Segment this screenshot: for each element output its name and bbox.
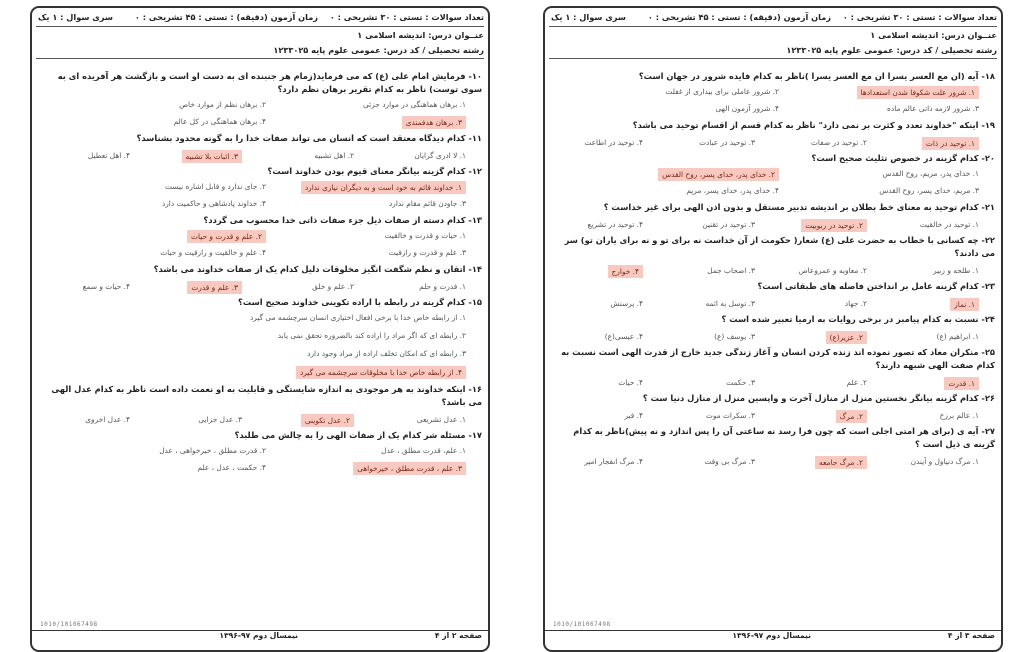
answer-option[interactable]: ۳. مرگ بی وقت [704,457,755,466]
answer-options [549,83,997,119]
question-1 [549,70,997,119]
question-text: ۱۵- کدام گزینه در رابطه با اراده تکوینی خداوند صحیح است؟ [238,297,482,307]
answer-option[interactable]: ۳. توسل به ائمه [705,299,755,308]
answer-option-highlighted[interactable]: ۱. قدرت [944,377,979,390]
answer-option-highlighted[interactable]: ۴. از رابطه خاص خدا با مخلوقات سرچشمه می گیرد [296,366,466,379]
question-list [549,70,997,471]
question-text: ۲۴- نسبت به کدام پیامبر در برخی روایات به ارمیا تعبیر شده است ؟ [721,314,995,324]
answer-option[interactable]: ۳. جاودن قائم مقام ندارد [389,199,466,208]
answer-options [36,442,484,478]
question-3 [36,165,484,214]
answer-options [549,451,997,471]
answer-options [36,309,484,383]
answer-option[interactable]: ۳. شرور لازمه ذاتی عالم ماده [887,104,979,113]
answer-options [549,326,997,346]
question-text: ۱۰- فرمایش امام علی (ع) که می فرماید(زمام هر جنبنده ای به دست او است و بازگشت هر آفریده ای به سوی توست) ناظر به کدام تقریر برهان نظم دارد؟ [57,71,482,94]
question-text: ۱۸- آیه (ان مع العسر یسرا ان مع العسر یسرا )ناظر به کدام فایده شرور در جهان است؟ [638,71,995,81]
answer-option[interactable]: ۳. یوسف (ع) [714,332,755,341]
answer-option-highlighted[interactable]: ۴. خوارج [608,265,643,278]
answer-option-highlighted[interactable]: ۱. شرور علت شکوفا شدن استعدادها [857,86,979,99]
page-footer [32,621,488,642]
answer-option[interactable]: ۳. عدل جزایی [198,415,242,424]
answer-option[interactable]: ۴. توحید در اطاعت [584,138,643,147]
page-header [545,8,1001,60]
question-4 [549,201,997,234]
question-list [36,70,484,478]
footer-page-number: صفحه ۳ از ۴ [947,631,995,640]
answer-option[interactable]: ۴. اهل تعطیل [87,151,130,160]
answer-option[interactable]: ۱. عالم برزخ [939,411,979,420]
question-6 [549,280,997,313]
question-7 [36,383,484,429]
answer-option[interactable]: ۲. اهل تشبیه [314,151,354,160]
header-question-count: تعداد سوالات : تستی : ۳۰ تشریحی : ۰ [842,12,997,22]
answer-option[interactable]: ۲. رابطه ای که اگر مراد را اراده کند بالضروره تحقق نمی یابد [277,331,466,340]
answer-option-highlighted[interactable]: ۱. خداوند قائم به خود است و به دیگران نیازی ندارد [301,181,466,194]
answer-option[interactable]: ۱. علم، قدرت مطلق ، عدل [381,446,466,455]
header-field: رشته تحصیلی / کد درس: عمومی علوم پایه ۱۲۳۳۰۲۵ [273,45,484,55]
answer-option[interactable]: ۱. لا ادری گرایان [414,151,466,160]
answer-option-highlighted[interactable]: ۳. اثبات بلا تشبیه [182,150,242,163]
question-text: ۱۴- اتقان و نظم شگفت انگیز مخلوقات دلیل کدام یک از صفات خداوند می باشد؟ [153,264,482,274]
answer-option[interactable]: ۴. علم و خالقیت و رازقیت و حیات [160,248,266,257]
answer-option[interactable]: ۴. خدای پدر، خدای پسر، مریم [686,186,779,195]
answer-option[interactable]: ۱. مرگ دنیاول و آیندن [910,457,979,466]
question-9 [549,392,997,425]
question-text: ۲۷- آیه ی (برای هر امتی اجلی است که چون فرا رسد نه ساعتی آن را پس اندازد و نه پیش)ناظر به کدام گزینه ی ذیل است ؟ [573,426,995,449]
question-10 [549,425,997,471]
question-2 [549,119,997,152]
answer-option[interactable]: ۴. توحید در تشریع [587,220,643,229]
question-text: ۲۰- کدام گزینه در خصوص تثلیث صحیح است؟ [811,153,995,163]
footer-term: نیمسال دوم ۹۷-۱۳۹۶ [219,631,298,640]
question-text: ۲۶- کدام گزینه بیانگر نخستین منزل از منازل آخرت و واپسین منزل از منازل دنیا ست ؟ [642,393,995,403]
question-5 [549,234,997,280]
answer-option[interactable]: ۱. حیات و قدرت و خالقیت [384,231,466,240]
answer-option-highlighted[interactable]: ۲. مرگ جامعه [815,456,867,469]
question-6 [36,296,484,383]
question-text: ۲۵- منکران معاد که تصور نموده اند زنده کردن انسان و آغاز زندگی جدید خارج از قدرت الهی است نسبت به کدام صفت الهی شبهه دارند؟ [561,347,995,370]
header-divider [549,26,997,27]
question-text: ۱۳- کدام دسته از صفات ذیل جزء صفات ذاتی خدا محسوب می گردد؟ [203,215,482,225]
answer-options [36,409,484,429]
answer-option-highlighted[interactable]: ۳. علم و قدرت [187,281,242,294]
question-2 [36,132,484,165]
question-7 [549,313,997,346]
header-exam-time: زمان آزمون (دقیقه) : تستی : ۴۵ تشریحی : ۰ [647,12,831,22]
answer-options [549,165,997,201]
exam-page-2 [22,0,498,642]
answer-options [549,132,997,152]
answer-options [549,214,997,234]
barcode-number: 1010/101067498 [553,621,611,628]
header-exam-time: زمان آزمون (دقیقه) : تستی : ۴۵ تشریحی : ۰ [134,12,318,22]
answer-option-highlighted[interactable]: ۲. مرگ [836,410,867,423]
header-question-count: تعداد سوالات : تستی : ۳۰ تشریحی : ۰ [329,12,484,22]
answer-option-highlighted[interactable]: ۲. علم و قدرت و حیات [187,230,266,243]
answer-option-highlighted[interactable]: ۲. توحید در ربوبیت [801,219,867,232]
question-text: ۱۹- اینکه "خداوند تعدد و کثرت بر نمی دارد" ناظر به کدام قسم از اقسام توحید می باشد؟ [632,120,995,130]
answer-option-highlighted[interactable]: ۲. عزیر(ع) [826,331,867,344]
header-course: عنــوان درس: اندیشه اسلامی ۱ [870,30,997,40]
answer-option[interactable]: ۱. از رابطه خاص خدا با برخی افعال اختیاری انسان سرچشمه می گیرد [249,313,466,322]
answer-option[interactable]: ۴. مرگ انفجار امیر [584,457,643,466]
question-4 [36,214,484,263]
answer-option[interactable]: ۳. علم و قدرت و رازقیت [388,248,466,257]
answer-option[interactable]: ۲. جهاد [844,299,867,308]
answer-option[interactable]: ۱. برهان هماهنگی در موارد جزئی [363,100,466,109]
question-1 [36,70,484,132]
answer-option[interactable]: ۴. قبر [624,411,643,420]
answer-option[interactable]: ۲. علم [846,378,867,387]
answer-option[interactable]: ۲. شرور عاملی برای بیداری از غفلت [665,87,779,96]
answer-option[interactable]: ۳. توحید در عبادت [699,138,755,147]
answer-option-highlighted[interactable]: ۳. علم ، قدرت مطلق ، خیرخواهی [353,462,466,475]
answer-options [36,227,484,263]
question-text: ۲۱- کدام توحید به معنای خط بطلان بر اندیشه تدبیر مستقل و بدون اذن الهی برای غیر خداست ؟ [603,202,995,212]
answer-option[interactable]: ۳. حکمت [726,378,755,387]
answer-options [549,372,997,392]
question-text: ۲۳- کدام گزینه عامل بر انداختن فاصله های طبقاتی است؟ [757,281,995,291]
answer-option[interactable]: ۴. عیسی(ع) [604,332,643,341]
question-text: ۱۲- کدام گزینه بیانگر معنای قیوم بودن خداوند است؟ [267,166,482,176]
answer-options [36,145,484,165]
question-text: ۱۷- مسئله شر کدام یک از صفات الهی را به چالش می طلبد؟ [234,430,482,440]
answer-option[interactable]: ۴. خداوند پادشاهی و حاکمیت دارد [161,199,266,208]
answer-option[interactable]: ۳. توحید در تقنین [702,220,755,229]
question-5 [36,263,484,296]
header-field: رشته تحصیلی / کد درس: عمومی علوم پایه ۱۲۳۳۰۲۵ [786,45,997,55]
answer-option[interactable]: ۱. عدل تشریعی [416,415,466,424]
answer-option[interactable]: ۲. جای ندارد و قابل اشاره نیست [165,182,266,191]
header-series: سری سوال : ۱ یک [38,12,113,22]
answer-options [36,276,484,296]
answer-option-highlighted[interactable]: ۲. عدل تکوینی [301,414,354,427]
answer-option-highlighted[interactable]: ۳. برهان هدفمندی [402,116,466,129]
question-text: ۲۲- چه کسانی با خطاب به حضرت علی (ع) شعار( حکومت از آن خداست نه برای تو و نه برای یاران تو) سر می دادند؟ [564,235,995,258]
answer-option[interactable]: ۱. ابراهیم (ع) [936,332,979,341]
answer-option[interactable]: ۲. معاویه و عمروعاص [798,266,867,275]
page-footer [545,621,1001,642]
answer-options [36,96,484,132]
answer-option[interactable]: ۳. سکرات موت [705,411,755,420]
footer-page-number: صفحه ۲ از ۴ [434,631,482,640]
header-divider [549,58,997,59]
answer-options [549,293,997,313]
answer-option-highlighted[interactable]: ۱. نماز [950,298,979,311]
header-series: سری سوال : ۱ یک [551,12,626,22]
answer-option[interactable]: ۱. قدرت و حلم [419,282,466,291]
footer-term: نیمسال دوم ۹۷-۱۳۹۶ [732,631,811,640]
answer-option-highlighted[interactable]: ۲. خدای پدر، خدای پسر، روح القدس [658,168,779,181]
answer-options [549,405,997,425]
answer-option[interactable]: ۲. علم و خلق [312,282,354,291]
header-divider [36,58,484,59]
answer-option[interactable]: ۱. خدای پدر، مریم، روح القدس [882,169,979,178]
header-divider [36,26,484,27]
answer-option[interactable]: ۱. طلحه و زبیر [933,266,979,275]
page-header [32,8,488,60]
question-text: ۱۱- کدام دیدگاه معتقد است که انسان می تواند صفات خدا را به گونه محدود بشناسد؟ [136,133,482,143]
answer-option[interactable]: ۲. برهان نظم از موارد خاص [179,100,266,109]
question-text: ۱۶- اینکه خداوند به هر موجودی به اندازه شایستگی و قابلیت به او نعمت داده است ناظر به کدام عدل الهی می باشد؟ [51,384,482,407]
answer-option[interactable]: ۳. رابطه ای که امکان تخلف اراده از مراد وجود دارد [307,349,466,358]
question-8 [549,346,997,392]
answer-option[interactable]: ۳. اصحاب جمل [707,266,755,275]
answer-option[interactable]: ۴. برهان هماهنگی در کل عالم [173,117,266,126]
answer-option[interactable]: ۴. پرستش [610,299,643,308]
answer-options [36,178,484,214]
question-3 [549,152,997,201]
header-course: عنــوان درس: اندیشه اسلامی ۱ [357,30,484,40]
barcode-number: 1010/101067498 [40,621,98,628]
answer-option[interactable]: ۴. شرور آزمون الهی [715,104,779,113]
answer-option[interactable]: ۲. توحید در صفات [810,138,867,147]
answer-option[interactable]: ۲. قدرت مطلق ، خیرخواهی ، عدل [159,446,266,455]
answer-option-highlighted[interactable]: ۱. توحید در ذات [922,137,979,150]
answer-option[interactable]: ۴. حیات و سمع [82,282,130,291]
answer-option[interactable]: ۱. توحید در خالقیت [919,220,979,229]
answer-options [549,260,997,280]
exam-page-3 [535,0,1011,642]
answer-option[interactable]: ۴. عدل اخروی [85,415,130,424]
answer-option[interactable]: ۴. حکمت ، عدل ، علم [197,463,266,472]
question-8 [36,429,484,478]
answer-option[interactable]: ۳. مریم، خدای پسر، روح القدس [879,186,979,195]
answer-option[interactable]: ۴. حیات [618,378,643,387]
